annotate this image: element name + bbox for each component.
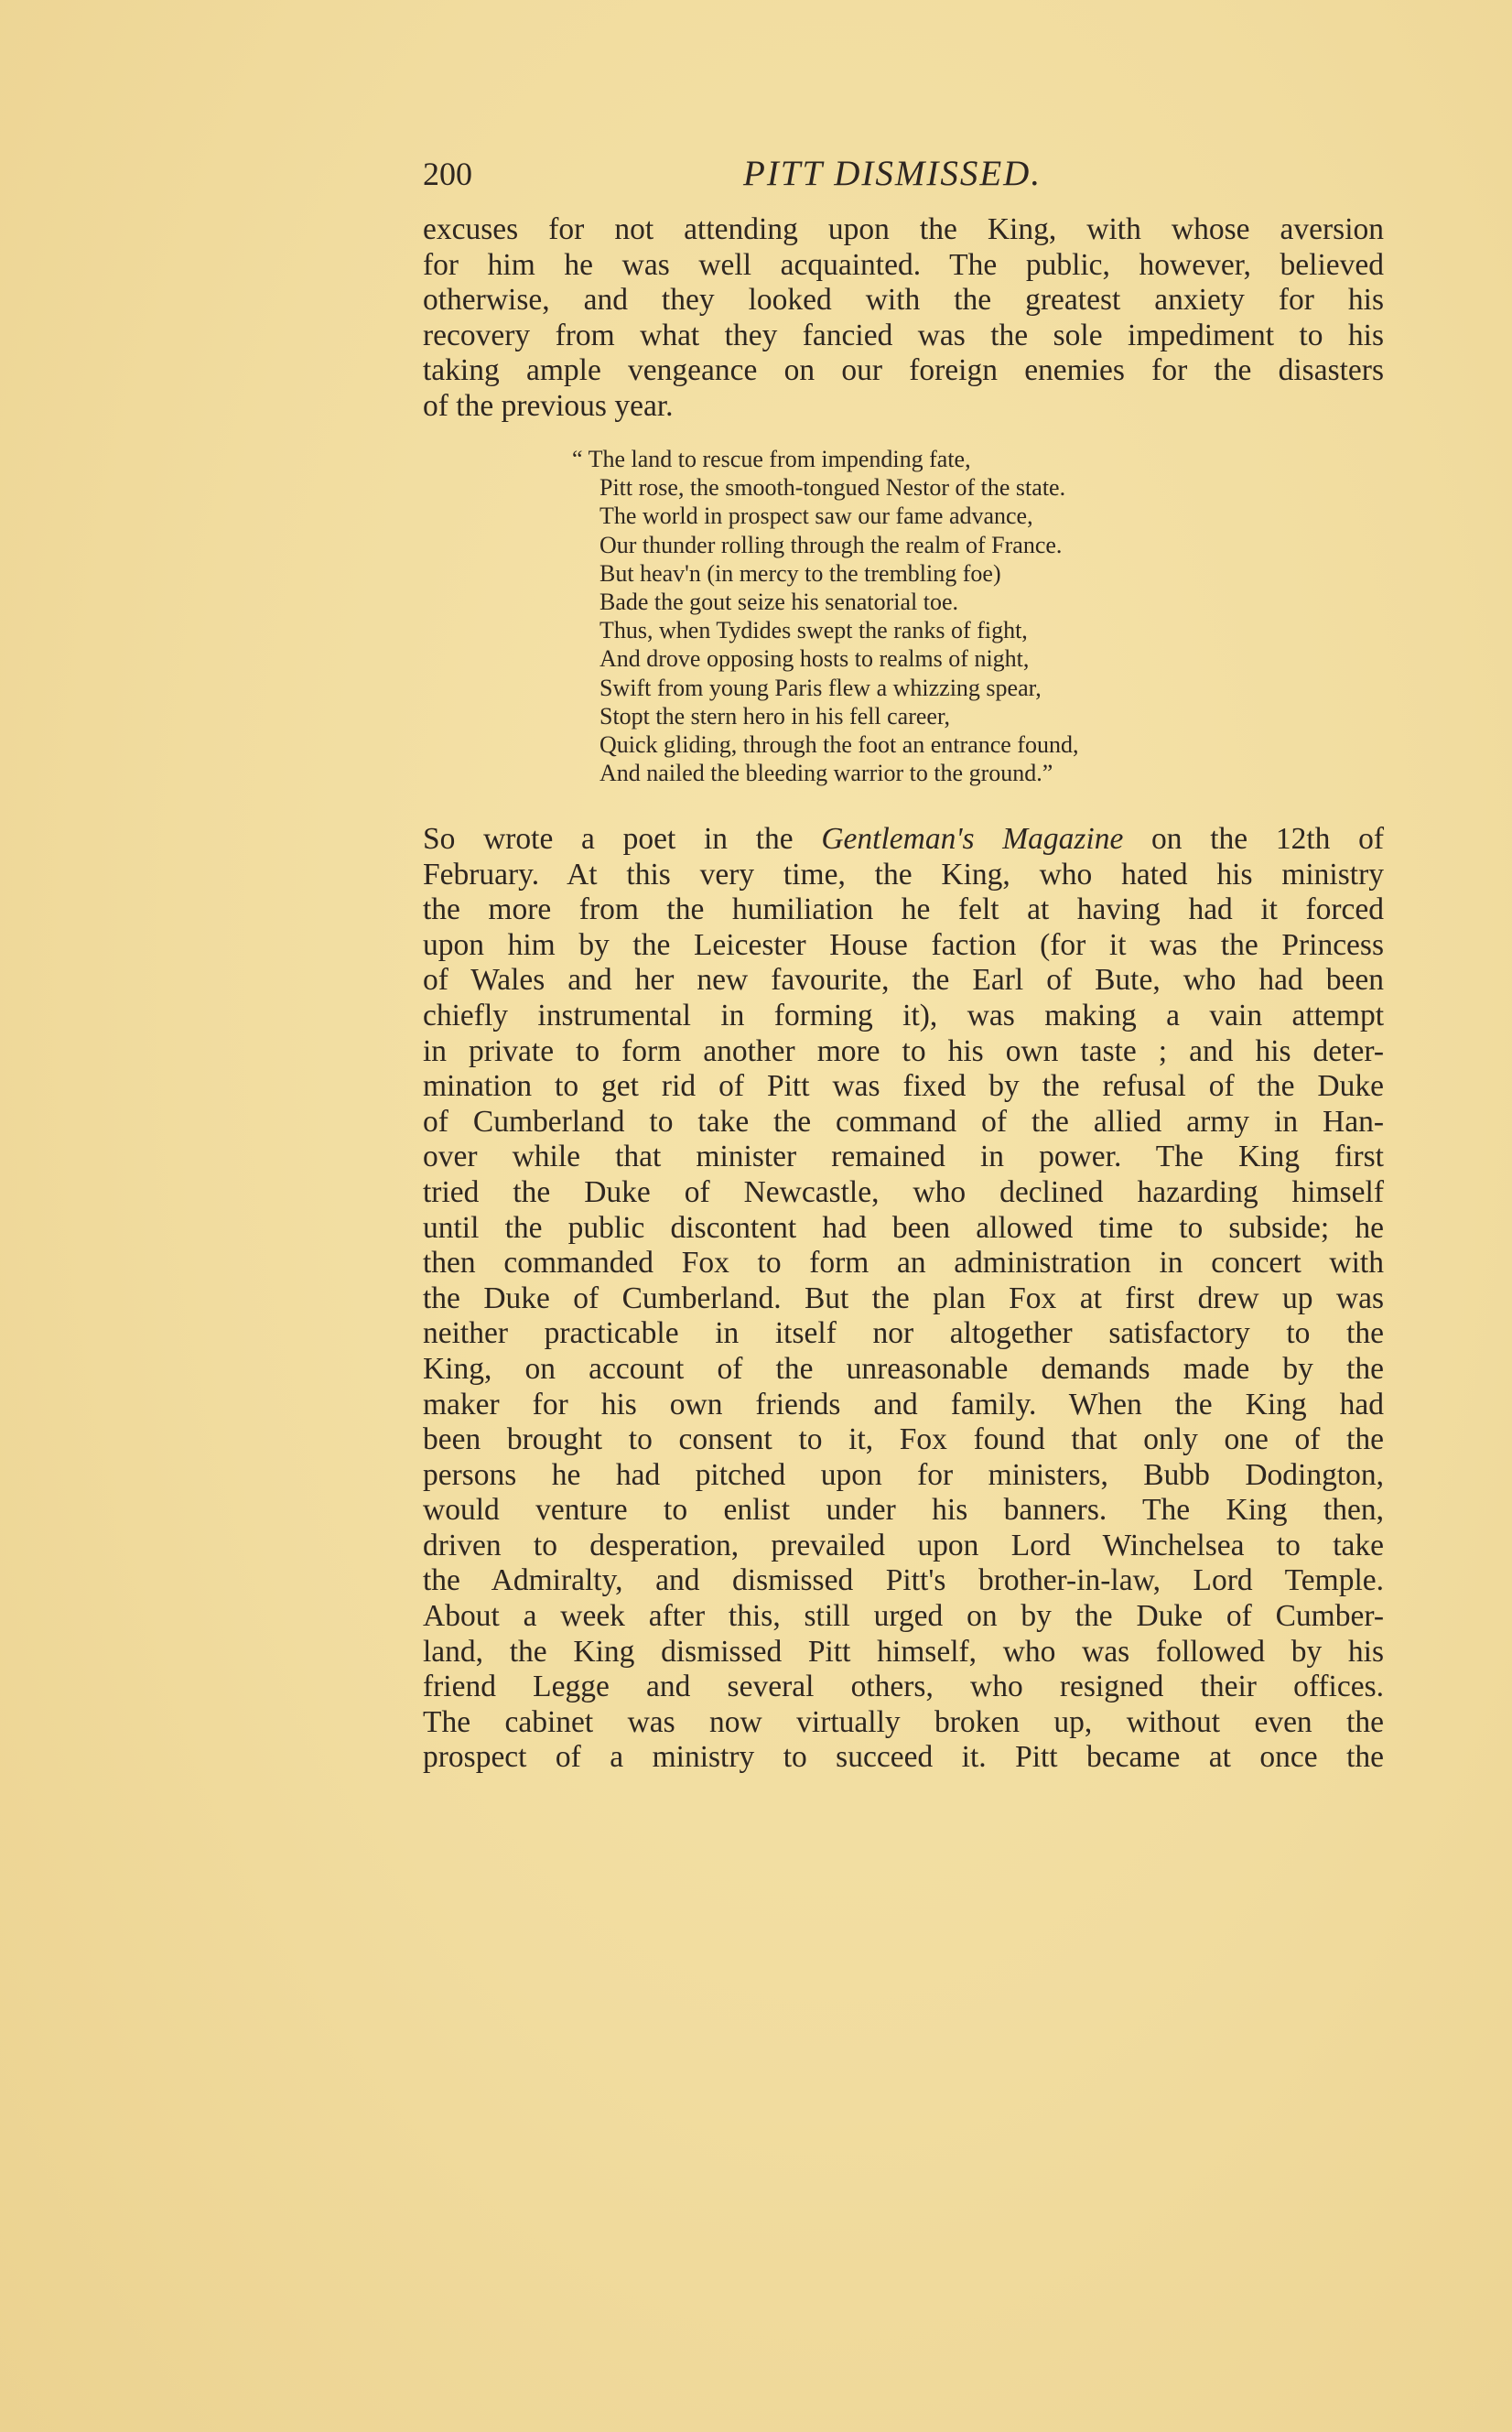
verse-line: But heav'n (in mercy to the trembling foe): [599, 559, 1001, 587]
paragraph-2: [423, 822, 1384, 1776]
text-line: in private to form another more to his own taste ; and his deter-: [423, 1033, 1384, 1068]
verse-line: Quick gliding, through the foot an entrance found,: [599, 731, 1079, 759]
text-line: The cabinet was now virtually broken up, without even the: [423, 1704, 1384, 1739]
page-header: [423, 146, 1384, 201]
text-line: prospect of a ministry to succeed it. Pitt became at once the: [423, 1740, 1384, 1775]
text-line: friend Legge and several others, who resigned their offices.: [423, 1670, 1384, 1704]
verse-quotation: [572, 445, 1268, 787]
text-line: of Cumberland to take the command of the allied army in Han-: [423, 1104, 1384, 1139]
text-line: [423, 822, 1384, 858]
verse-line: Thus, when Tydides swept the ranks of fight,: [599, 617, 1028, 644]
text-run: on the 12th of: [1123, 822, 1385, 856]
running-head: PITT DISMISSED.: [743, 154, 1042, 193]
text-line: the Admiralty, and dismissed Pitt's brother-in-law, Lord Temple.: [423, 1563, 1384, 1598]
text-line: upon him by the Leicester House faction (for it was the Princess: [423, 927, 1384, 962]
text-line: mination to get rid of Pitt was fixed by the refusal of the Duke: [423, 1069, 1384, 1104]
text-line: tried the Duke of Newcastle, who declined hazarding himself: [423, 1174, 1384, 1209]
text-line: over while that minister remained in power. The King first: [423, 1140, 1384, 1174]
text-line: otherwise, and they looked with the greatest anxiety for his: [423, 283, 1384, 318]
verse-line: And drove opposing hosts to realms of night,: [599, 645, 1030, 673]
verse-line: Swift from young Paris flew a whizzing spear,: [599, 674, 1042, 701]
page-number: 200: [423, 156, 472, 192]
verse-line: The world in prospect saw our fame advance,: [599, 503, 1033, 530]
text-line: driven to desperation, prevailed upon Lord Winchelsea to take: [423, 1528, 1384, 1562]
verse-line: Stopt the stern hero in his fell career,: [599, 702, 951, 730]
text-line: would venture to enlist under his banners. The King then,: [423, 1493, 1384, 1528]
text-line: maker for his own friends and family. When the King had: [423, 1387, 1384, 1421]
text-line: taking ample vengeance on our foreign enemies for the disasters: [423, 353, 1384, 388]
text-line: then commanded Fox to form an administration in concert with: [423, 1246, 1384, 1281]
paragraph-1: [423, 212, 1384, 425]
verse-line: And nailed the bleeding warrior to the ground.”: [599, 760, 1053, 787]
text-line: until the public discontent had been allowed time to subside; he: [423, 1210, 1384, 1245]
text-line: for him he was well acquainted. The public, however, believed: [423, 247, 1384, 282]
verse-line: Pitt rose, the smooth-tongued Nestor of the state.: [599, 474, 1066, 502]
text-line: February. At this very time, the King, who hated his ministry: [423, 857, 1384, 892]
text-line: persons he had pitched upon for ministers, Bubb Dodington,: [423, 1457, 1384, 1492]
magazine-title: Gentleman's Magazine: [821, 822, 1124, 856]
text-line: the more from the humiliation he felt at having had it forced: [423, 892, 1384, 927]
text-line: recovery from what they fancied was the sole impediment to his: [423, 318, 1384, 352]
text-line: been brought to consent to it, Fox found that only one of the: [423, 1422, 1384, 1457]
text-line: King, on account of the unreasonable demands made by the: [423, 1351, 1384, 1386]
verse-line: Our thunder rolling through the realm of France.: [599, 531, 1063, 558]
text-line: chiefly instrumental in forming it), was making a vain attempt: [423, 998, 1384, 1032]
text-line: neither practicable in itself nor altogether satisfactory to the: [423, 1316, 1384, 1351]
text-line: excuses for not attending upon the King, with whose aversion: [423, 212, 1384, 246]
verse-line: “ The land to rescue from impending fate,: [572, 446, 971, 472]
text-line: of Wales and her new favourite, the Earl of Bute, who had been: [423, 963, 1384, 998]
text-line: About a week after this, still urged on by the Duke of Cumber-: [423, 1599, 1384, 1634]
text-run: So wrote a poet in the: [423, 822, 822, 856]
verse-line: Bade the gout seize his senatorial toe.: [599, 589, 959, 616]
text-line: land, the King dismissed Pitt himself, who was followed by his: [423, 1634, 1384, 1669]
text-line: the Duke of Cumberland. But the plan Fox at first drew up was: [423, 1281, 1384, 1315]
text-line: of the previous year.: [423, 388, 674, 423]
